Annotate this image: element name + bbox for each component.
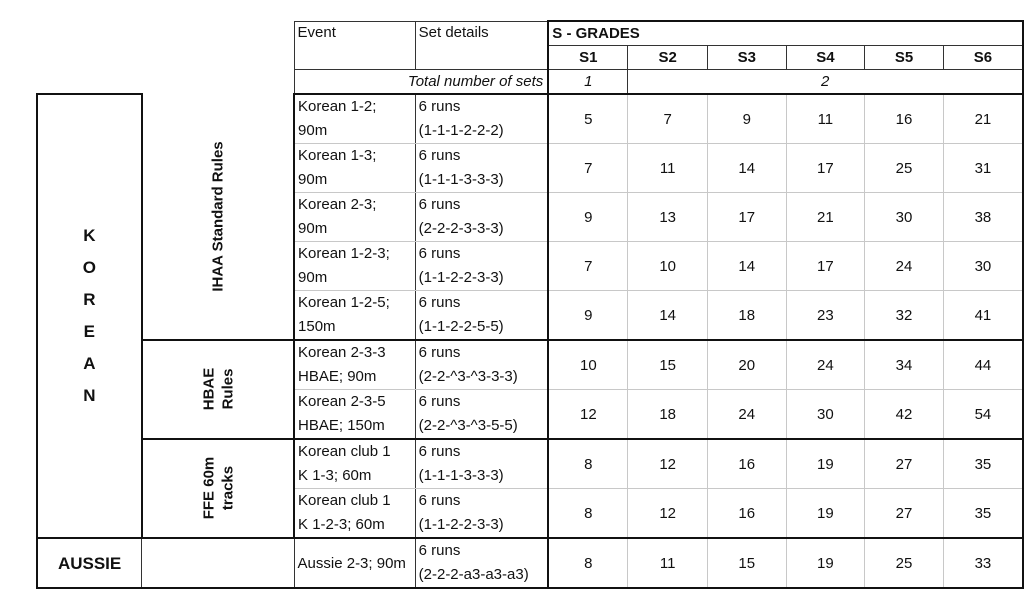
grade-value-s2: 7: [628, 94, 708, 144]
set-details-cell: [415, 94, 548, 144]
grades-title: S - GRADES: [548, 21, 1023, 45]
set-details: [419, 440, 548, 488]
event-cell-line1: Korean 1-2-5;: [298, 294, 390, 311]
event-cell: [298, 440, 415, 488]
event-cell: [298, 144, 415, 192]
grade-header-s3: S3: [707, 45, 786, 69]
set-details-line2: (2-2-^3-^3-5-5): [418, 417, 518, 434]
grade-value-s1: 9: [548, 193, 628, 242]
grade-value-s2: 11: [628, 144, 708, 193]
korean-letter: O: [82, 258, 96, 277]
set-details-line2: (1-1-2-2-3-3): [418, 516, 504, 533]
set-details-cell: [415, 144, 548, 193]
event-cell: [294, 340, 415, 390]
event-cell: [298, 291, 415, 339]
grade-value-s5: 24: [865, 242, 944, 291]
grade-value-s2: 12: [628, 489, 708, 539]
grade-value-s5: 27: [865, 489, 944, 539]
event-cell-line2: HBAE; 90m: [298, 368, 377, 385]
set-details-line1: 6 runs: [418, 542, 461, 559]
grade-value-s3: 14: [707, 144, 786, 193]
set-details-cell: [415, 242, 548, 291]
set-details-line2: (2-2-2-3-3-3): [418, 220, 504, 237]
event-cell-line2: 150m: [298, 318, 336, 335]
set-details: [419, 144, 548, 192]
set-details: [419, 291, 548, 339]
grade-value-s3: 15: [707, 538, 786, 588]
grade-value-s4: 23: [786, 291, 865, 341]
grade-value-s1: 9: [548, 291, 628, 341]
grade-value-s6: 38: [943, 193, 1023, 242]
set-details-line2: (2-2-2-a3-a3-a3): [418, 566, 529, 583]
event-cell: [294, 144, 415, 193]
grade-value-s2: 11: [628, 538, 708, 588]
set-details: [419, 193, 548, 241]
grade-value-s6: 44: [943, 340, 1023, 390]
grade-value-s6: 21: [943, 94, 1023, 144]
blank-corner: [37, 21, 294, 94]
grade-value-s1: 10: [548, 340, 628, 390]
grade-value-s2: 14: [628, 291, 708, 341]
event-cell: [294, 94, 415, 144]
grade-value-s3: 16: [707, 439, 786, 489]
grade-value-s4: 21: [786, 193, 865, 242]
category-korean: [37, 94, 142, 538]
event-cell-text: Aussie 2-3; 90m: [297, 554, 406, 572]
grade-value-s1: 12: [548, 390, 628, 440]
grades-table: [36, 20, 1024, 589]
grade-value-s3: 20: [707, 340, 786, 390]
total-sets-label: Total number of sets: [294, 69, 548, 94]
korean-letter: A: [83, 354, 96, 373]
grade-value-s2: 18: [628, 390, 708, 440]
event-cell-line1: Korean 1-2-3;: [298, 245, 390, 262]
event-cell-line2: 90m: [298, 220, 328, 237]
set-details-cell: [415, 291, 548, 341]
grade-value-s3: 16: [707, 489, 786, 539]
set-details: [419, 489, 548, 537]
grade-value-s1: 7: [548, 144, 628, 193]
set-details-line2: (1-1-1-3-3-3): [418, 171, 504, 188]
event-cell: [298, 95, 415, 143]
korean-letter: N: [83, 386, 96, 405]
grade-value-s4: 30: [786, 390, 865, 440]
grade-value-s5: 30: [865, 193, 944, 242]
set-details-line1: 6 runs: [418, 492, 461, 509]
event-cell: [294, 439, 415, 489]
event-cell-line2: K 1-3; 60m: [298, 467, 372, 484]
event-cell: [298, 193, 415, 241]
grade-value-s3: 18: [707, 291, 786, 341]
grade-header-s6: S6: [943, 45, 1023, 69]
event-cell-line2: HBAE; 150m: [298, 417, 385, 434]
grade-value-s5: 34: [865, 340, 944, 390]
grade-value-s5: 27: [865, 439, 944, 489]
grade-value-s5: 42: [865, 390, 944, 440]
set-details: [419, 242, 548, 290]
subgroup-hbae: [142, 340, 294, 439]
event-cell-line1: Korean 1-3;: [298, 147, 377, 164]
grade-value-s6: 41: [943, 291, 1023, 341]
event-cell: [298, 489, 415, 537]
grade-value-s4: 19: [786, 538, 865, 588]
set-details-line2: (1-1-2-2-3-3): [418, 269, 504, 286]
subgroup-ffe: [142, 439, 294, 538]
grade-value-s3: 17: [707, 193, 786, 242]
subgroup-ihaa-label: IHAA Standard Rules: [209, 141, 227, 292]
set-details-line1: 6 runs: [418, 245, 461, 262]
set-details-line1: 6 runs: [418, 98, 461, 115]
subgroup-hbae-label: [199, 368, 237, 411]
event-cell-line1: Korean 2-3-5: [298, 393, 386, 410]
grade-value-s3: 9: [707, 94, 786, 144]
total-sets-s2-s6: 2: [628, 69, 1023, 94]
grade-value-s2: 12: [628, 439, 708, 489]
korean-letter: K: [83, 226, 96, 245]
subgroup-ffe-label: [199, 457, 237, 520]
event-cell: [294, 242, 415, 291]
grade-value-s6: 31: [943, 144, 1023, 193]
grade-value-s1: 5: [548, 94, 628, 144]
set-details-cell: [415, 489, 548, 539]
set-details-cell: [415, 340, 548, 390]
grade-value-s2: 13: [628, 193, 708, 242]
grade-value-s4: 24: [786, 340, 865, 390]
grade-value-s1: 8: [548, 439, 628, 489]
grade-value-s6: 30: [943, 242, 1023, 291]
event-cell: [294, 538, 415, 588]
subgroup-ffe-line2: tracks: [218, 465, 236, 511]
grade-header-s5: S5: [865, 45, 944, 69]
set-details: [419, 539, 548, 587]
subgroup-ihaa: [142, 94, 294, 340]
set-details-line1: 6 runs: [418, 344, 461, 361]
event-cell-line1: Korean 1-2;: [298, 98, 377, 115]
set-details-cell: [415, 538, 548, 588]
event-cell-line2: 90m: [298, 122, 328, 139]
table-row: [37, 439, 1023, 489]
set-details-line1: 6 runs: [418, 147, 461, 164]
grade-value-s5: 32: [865, 291, 944, 341]
table-row: [37, 538, 1023, 588]
set-details-line2: (2-2-^3-^3-3-3): [418, 368, 518, 385]
subgroup-hbae-line2: Rules: [218, 368, 236, 410]
subgroup-aussie-empty: [142, 538, 294, 588]
set-details-line2: (1-1-1-2-2-2): [418, 122, 504, 139]
grade-value-s4: 11: [786, 94, 865, 144]
event-cell: [298, 390, 415, 438]
set-details: [419, 390, 548, 438]
grade-value-s6: 35: [943, 439, 1023, 489]
grade-value-s1: 8: [548, 489, 628, 539]
subgroup-hbae-line1: HBAE: [199, 367, 217, 411]
set-details-header: Set details: [415, 21, 548, 69]
event-cell-line2: K 1-2-3; 60m: [298, 516, 385, 533]
subgroup-ffe-line1: FFE 60m: [199, 456, 217, 520]
grade-value-s5: 16: [865, 94, 944, 144]
event-cell-line1: Korean 2-3-3: [298, 344, 386, 361]
grade-value-s1: 7: [548, 242, 628, 291]
grade-value-s4: 17: [786, 144, 865, 193]
event-cell-line1: Korean club 1: [298, 443, 391, 460]
grade-value-s5: 25: [865, 144, 944, 193]
event-cell: [298, 341, 415, 389]
table-row: [37, 340, 1023, 390]
set-details-line1: 6 runs: [418, 196, 461, 213]
event-cell: [294, 291, 415, 341]
event-cell-line2: 90m: [298, 269, 328, 286]
grade-value-s3: 14: [707, 242, 786, 291]
grade-header-s2: S2: [628, 45, 708, 69]
event-cell: [294, 489, 415, 539]
grade-value-s2: 10: [628, 242, 708, 291]
grade-value-s1: 8: [548, 538, 628, 588]
set-details: [419, 341, 548, 389]
set-details-cell: [415, 193, 548, 242]
event-cell: [294, 390, 415, 440]
set-details-line2: (1-1-1-3-3-3): [418, 467, 504, 484]
grade-value-s3: 24: [707, 390, 786, 440]
grade-value-s6: 33: [943, 538, 1023, 588]
set-details: [419, 95, 548, 143]
grade-value-s6: 54: [943, 390, 1023, 440]
event-cell: [294, 193, 415, 242]
korean-letter: R: [83, 290, 96, 309]
set-details-line1: 6 runs: [418, 294, 461, 311]
grade-header-s4: S4: [786, 45, 865, 69]
grade-value-s5: 25: [865, 538, 944, 588]
event-cell: [298, 242, 415, 290]
total-sets-s1: 1: [548, 69, 628, 94]
event-cell-line2: 90m: [298, 171, 328, 188]
category-aussie: AUSSIE: [37, 538, 142, 588]
set-details-line1: 6 runs: [418, 443, 461, 460]
set-details-line2: (1-1-2-2-5-5): [418, 318, 504, 335]
grade-value-s2: 15: [628, 340, 708, 390]
korean-letter: E: [83, 322, 96, 341]
grade-value-s4: 19: [786, 489, 865, 539]
set-details-cell: [415, 439, 548, 489]
table-row: [37, 94, 1023, 144]
event-cell-line1: Korean club 1: [298, 492, 391, 509]
grade-value-s4: 17: [786, 242, 865, 291]
set-details-cell: [415, 390, 548, 440]
grade-value-s4: 19: [786, 439, 865, 489]
event-header: Event: [294, 21, 415, 69]
set-details-line1: 6 runs: [418, 393, 461, 410]
grade-header-s1: S1: [548, 45, 628, 69]
grade-value-s6: 35: [943, 489, 1023, 539]
event-cell-line1: Korean 2-3;: [298, 196, 377, 213]
